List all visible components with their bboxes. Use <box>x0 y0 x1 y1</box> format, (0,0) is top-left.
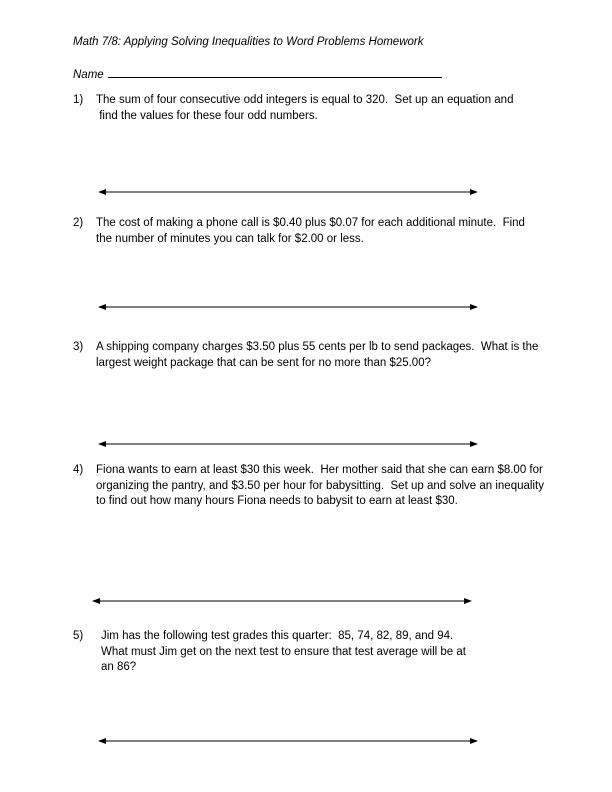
question-number: 5) <box>73 630 84 642</box>
number-line <box>98 737 478 745</box>
question-number: 4) <box>73 464 84 476</box>
question-text-line: The sum of four consecutive odd integers is equal to 320. Set up an equation and <box>96 94 514 106</box>
question-3 <box>73 340 563 374</box>
question-number: 3) <box>73 341 84 353</box>
name-blank-line[interactable] <box>108 66 442 78</box>
question-text-line: to find out how many hours Fiona needs to babysit to earn at least $30. <box>96 495 458 507</box>
question-number: 2) <box>73 217 84 229</box>
question-5 <box>73 629 553 679</box>
question-2 <box>73 216 553 250</box>
question-number: 1) <box>73 94 84 106</box>
question-1 <box>73 93 553 127</box>
worksheet-title: Math 7/8: Applying Solving Inequalities to Word Problems Homework <box>73 36 424 48</box>
question-4 <box>73 463 573 513</box>
question-text-line: Jim has the following test grades this quarter: 85, 74, 82, 89, and 94. <box>101 630 454 642</box>
question-text-line: The cost of making a phone call is $0.40 plus $0.07 for each additional minute. Find <box>96 217 525 229</box>
question-text-line: an 86? <box>101 661 137 673</box>
number-line <box>98 303 478 311</box>
question-text-line: the number of minutes you can talk for $2.00 or less. <box>96 232 364 245</box>
name-label: Name <box>73 69 104 81</box>
name-field[interactable] <box>73 66 442 81</box>
question-text-line: A shipping company charges $3.50 plus 55 cents per lb to send packages. What is the <box>96 341 539 353</box>
number-line <box>92 597 472 605</box>
question-text-line: organizing the pantry, and $3.50 per hour for babysitting. Set up and solve an inequality <box>96 479 544 492</box>
number-line <box>98 188 478 196</box>
question-text-line: find the values for these four odd numbers. <box>96 109 318 122</box>
question-text-line: What must Jim get on the next test to ensure that test average will be at <box>101 645 466 658</box>
question-text-line: largest weight package that can be sent for no more than $25.00? <box>96 356 431 369</box>
question-text-line: Fiona wants to earn at least $30 this week. Her mother said that she can earn $8.00 for <box>96 464 543 476</box>
number-line <box>98 440 478 448</box>
